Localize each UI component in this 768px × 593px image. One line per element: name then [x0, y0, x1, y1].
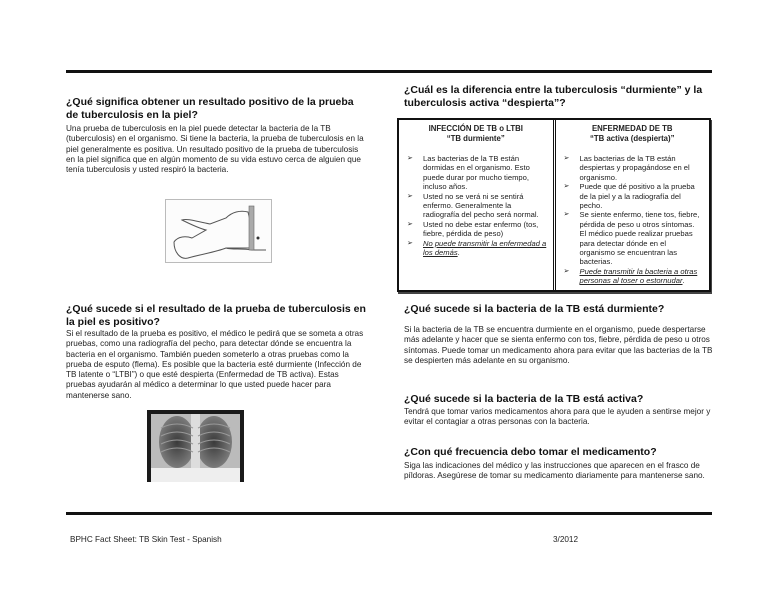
list-item: ➢ Las bacterias de la TB están despiertas y propagándose en el organismo. — [580, 154, 704, 182]
header-line-2: “TB durmiente” — [446, 134, 505, 143]
table-header-active — [562, 124, 704, 144]
table-header-latent — [405, 124, 547, 144]
footer-title: BPHC Fact Sheet: TB Skin Test - Spanish — [70, 535, 222, 544]
emphasis-text: Puede transmitir la bacteria a otras personas al toser o estornudar — [579, 266, 698, 286]
footer-date: 3/2012 — [553, 535, 579, 544]
list-item-emphasis — [580, 267, 704, 286]
paragraph-active: Tendrá que tomar varios medicamentos ahora para que le ayuden a sentirse mejor y evitar el contagiar a otras personas con la bacteria. — [404, 407, 711, 427]
paragraph-positive-result: Una prueba de tuberculosis en la piel puede detectar la bacteria de la TB (tuberculosis) en el organismo. Si tiene la bacteria, la prueba de tuberculosis en la piel generalmente es positiva. Un resultado positivo de la prueba de tuberculosis en la piel significa que en algún momento de su vida estuvo cerca de alguien que tenía tuberculosis y usted respiró la bacteria. — [66, 124, 364, 175]
heading-positive-result: ¿Qué significa obtener un resultado positivo de la prueba de tuberculosis en la piel? — [66, 96, 354, 121]
table-column-latent — [399, 120, 553, 290]
list-item: ➢ Las bacterias de la TB están dormidas en el organismo. Esto puede durar por mucho tiempo, incluso años. — [423, 154, 547, 192]
heading-difference: ¿Cuál es la diferencia entre la tuberculosis “durmiente” y la tuberculosis activa “despierta”? — [404, 84, 703, 109]
emphasis-suffix: . — [682, 276, 685, 286]
heading-active: ¿Qué sucede si la bacteria de la TB está activa? — [404, 393, 644, 405]
table-column-active — [553, 120, 710, 290]
xray-icon — [147, 410, 244, 482]
heading-positive-what-happens: ¿Qué sucede si el resultado de la prueba de tuberculosis en la piel es positivo? — [66, 303, 366, 328]
list-item: ➢ Puede que dé positivo a la prueba de la piel y a la radiografía del pecho. — [580, 182, 704, 210]
list-item: ➢ Usted no se verá ni se sentirá enfermo. Generalmente la radiografía del pecho será normal. — [423, 192, 547, 220]
bottom-rule — [66, 512, 712, 515]
paragraph-dormant: Si la bacteria de la TB se encuentra durmiente en el organismo, puede despertarse más adelante y hacer que se sienta enfermo con tos, fiebre, pérdida de peso u otros síntomas. Puede tomar un medicamento ahora para evitar que las bacterias de la TB se despierten más adelante en su organismo. — [404, 325, 713, 365]
header-line-1: INFECCIÓN DE TB o LTBI — [428, 124, 523, 133]
emphasis-text: No puede transmitir la enfermedad a los demás — [423, 238, 547, 258]
comparison-table — [397, 118, 711, 292]
list-item: ➢ Usted no debe estar enfermo (tos, fiebre, pérdida de peso) — [423, 220, 547, 239]
list-item: ➢ Se siente enfermo, tiene tos, fiebre, pérdida de peso u otros síntomas. El médico puede realizar pruebas para detectar dónde en el organismo se encuentran las bacterias. — [580, 210, 704, 266]
chest-xray-image — [147, 410, 244, 482]
paragraph-positive-what-happens: Si el resultado de la prueba es positivo, el médico le pedirá que se someta a otras pruebas, como una radiografía del pecho, para detectar dónde se encuentra la bacteria en el organismo. También pueden someterlo a otras pruebas como la prueba de esputo (flema). Es posible que la bacteria esté durmiente (Infección de TB latente o “LTBI”) o que esté despierta (Enfermedad de TB activa). Estas pruebas ayudarán al médico a determinar lo que usted puede hacer para mantenerse sano. — [66, 329, 364, 400]
paragraph-frequency: Siga las indicaciones del médico y las instrucciones que aparecen en el frasco de píldoras. Asegúrese de tomar su medicamento diariamente para mantenerse sano. — [404, 461, 705, 481]
heading-dormant: ¿Qué sucede si la bacteria de la TB está durmiente? — [404, 303, 665, 315]
skin-test-illustration — [165, 199, 272, 263]
latent-list — [405, 154, 547, 257]
heading-frequency: ¿Con qué frecuencia debo tomar el medicamento? — [404, 446, 657, 458]
header-line-1: ENFERMEDAD DE TB — [591, 124, 673, 133]
list-item-emphasis — [423, 239, 547, 258]
top-rule — [66, 70, 712, 73]
emphasis-suffix: . — [457, 248, 460, 258]
header-line-2: “TB activa (despierta)” — [590, 134, 675, 143]
hand-ruler-icon — [166, 200, 271, 262]
active-list — [562, 154, 704, 286]
